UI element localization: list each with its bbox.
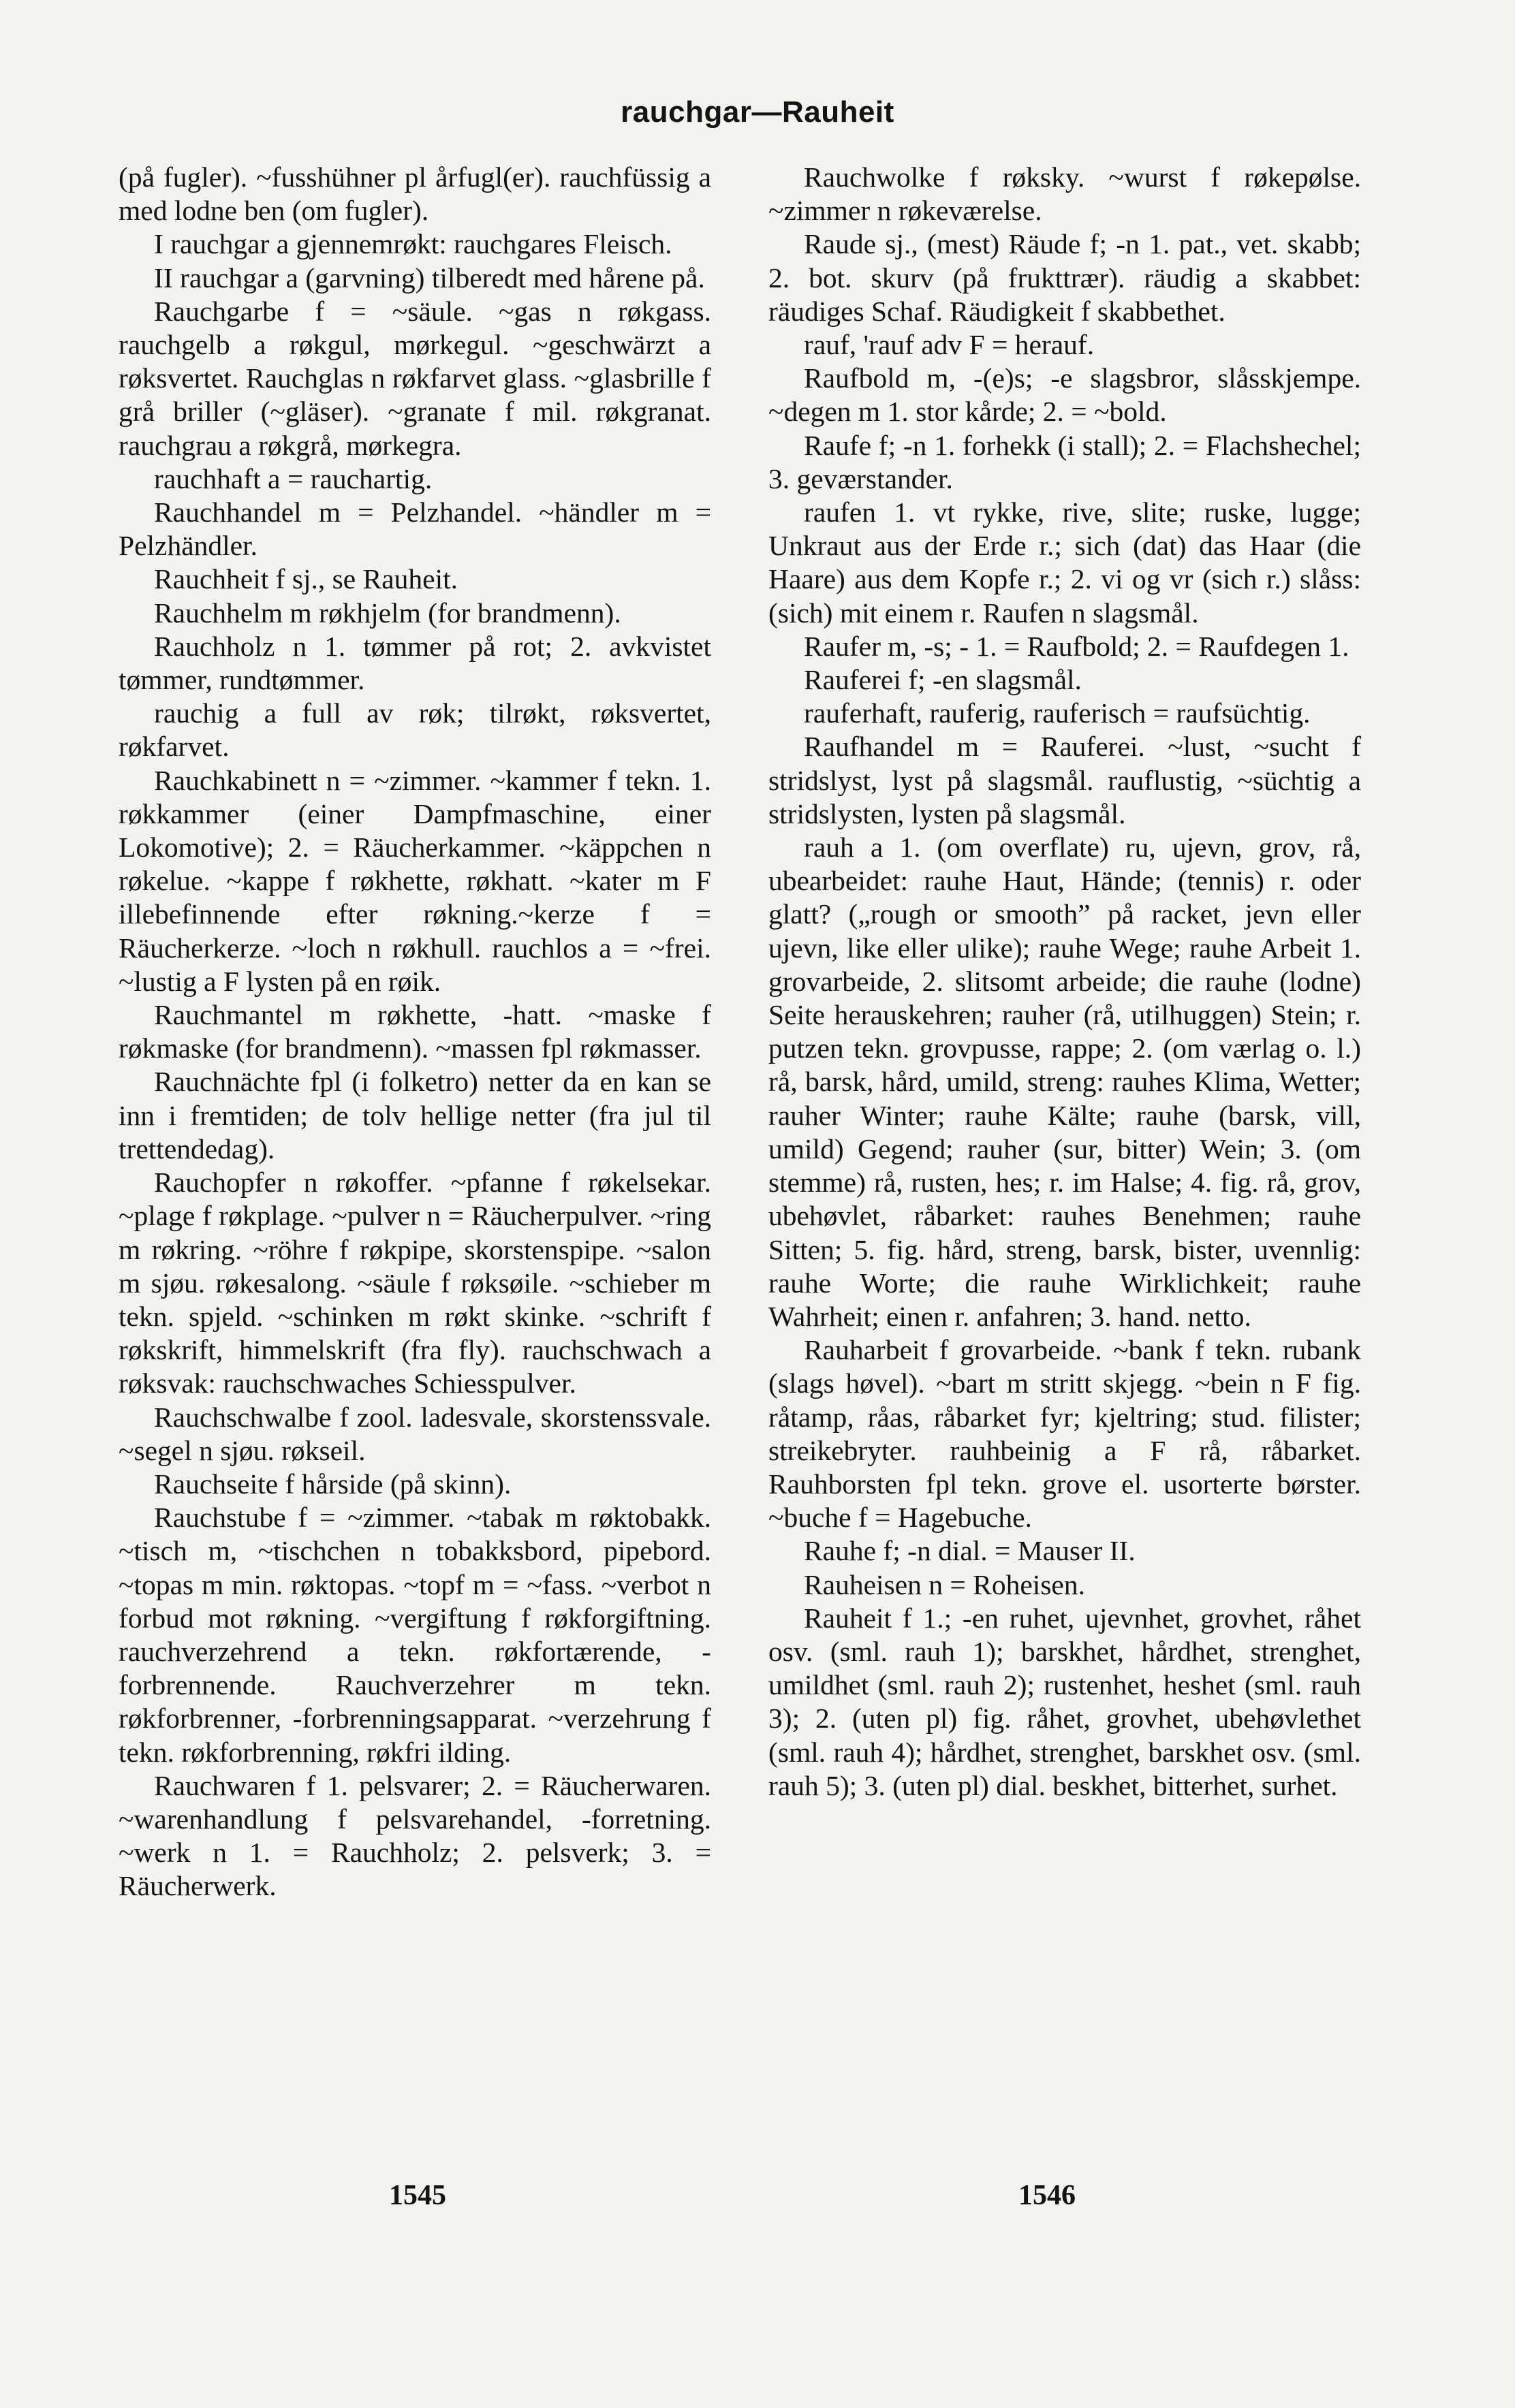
entry: Rauchschwalbe f zool. ladesvale, skorstenssvale. ~segel n sjøu. røkseil.	[119, 1401, 711, 1466]
entry: Raufbold m, -(e)s; -e slagsbror, slåsskjempe. ~degen m 1. stor kårde; 2. = ~bold.	[768, 362, 1361, 428]
entry: Rauferei f; -en slagsmål.	[804, 664, 1082, 696]
entry: Rauchkabinett n = ~zimmer. ~kammer f tekn. 1. røkkammer (einer Dampfmaschine, einer Lokomotive); 2. = Räucherkammer. ~käppchen n røkelue. ~kappe f røkhette, røkhatt. ~kater m F illebefinnende efter røkning.~kerze f = Räucherkerze. ~loch n røkhull. rauchlos a = ~frei. ~lustig a F lysten på en røik.	[119, 764, 711, 997]
entry: Rauchholz n 1. tømmer på rot; 2. avkvistet tømmer, rundtømmer.	[119, 630, 711, 696]
entry: rauchhaft a = rauchartig.	[154, 462, 433, 494]
entry: I rauchgar a gjennemrøkt: rauchgares Fleisch.	[154, 228, 672, 260]
entry: Raufer m, -s; - 1. = Raufbold; 2. = Raufdegen 1.	[804, 630, 1349, 662]
entry: rauferhaft, rauferig, rauferisch = raufsüchtig.	[804, 697, 1311, 729]
entry: rauf, 'rauf adv F = herauf.	[804, 329, 1095, 361]
entry: Raufhandel m = Rauferei. ~lust, ~sucht f stridslyst, lyst på slagsmål. rauflustig, ~süchtig a stridslysten, lysten på slagsmål.	[768, 731, 1361, 829]
entry: rauh a 1. (om overflate) ru, ujevn, grov, rå, ubearbeidet: rauhe Haut, Hände; (tennis) r. oder glatt? („rough or smooth” på racket, jevn eller ujevn, like eller ulike); rauhe Wege; rauhe Arbeit 1. grovarbeide, 2. slitsomt arbeide; die rauhe (lodne) Seite herauskehren; rauher (rå, utilhuggen) Stein; r. putzen tekn. grovpusse, rappe; 2. (om værlag o. l.) rå, barsk, hård, umild, streng: rauhes Klima, Wetter; rauher Winter; rauhe Kälte; rauhe (barsk, vill, umild) Gegend; rauher (sur, bitter) Wein; 3. (om stemme) rå, rusten, hes; r. im Halse; 4. fig. rå, grov, ubehøvlet, råbarket: rauhes Benehmen; rauhe Sitten; 5. fig. hård, streng, barsk, bister, uvennlig: rauhe Worte; die rauhe Wirklichkeit; rauhe Wahrheit; einen r. anfahren; 3. hand. netto.	[768, 831, 1361, 1332]
entry: Rauchopfer n røkoffer. ~pfanne f røkelsekar. ~plage f røkplage. ~pulver n = Räucherpulver. ~ring m røkring. ~röhre f røkpipe, skorstenspipe. ~salon m sjøu. røkesalong. ~säule f røksøile. ~schieber m tekn. spjeld. ~schinken m røkt skinke. ~schrift f røkskrift, himmelskrift (fra fly). rauchschwach a røksvak: rauchschwaches Schiesspulver.	[119, 1167, 711, 1399]
entry: Rauchheit f sj., se Rauheit.	[154, 563, 458, 595]
entry: II rauchgar a (garvning) tilberedt med hårene på.	[154, 262, 705, 294]
entry: rauchig a full av røk; tilrøkt, røksvertet, røkfarvet.	[119, 697, 711, 763]
right-column	[768, 161, 1361, 1803]
entry: Rauhe f; -n dial. = Mauser II.	[804, 1535, 1136, 1567]
entry: Rauchwolke f røksky. ~wurst f røkepølse. ~zimmer n røkeværelse.	[768, 161, 1361, 227]
entry: Rauchnächte fpl (i folketro) netter da en kan se inn i fremtiden; de tolv hellige netter (fra jul til trettendedag).	[119, 1066, 711, 1165]
entry: Rauheisen n = Roheisen.	[804, 1568, 1085, 1600]
entry: Rauchwaren f 1. pelsvarer; 2. = Räucherwaren. ~warenhandlung f pelsvarehandel, -forretning. ~werk n 1. = Rauchholz; 2. pelsverk; 3. = Räucherwerk.	[119, 1769, 711, 1902]
left-column	[119, 161, 711, 1903]
entry: Raufe f; -n 1. forhekk (i stall); 2. = Flachshechel; 3. geværstander.	[768, 429, 1361, 494]
entry: Rauheit f 1.; -en ruhet, ujevnhet, grovhet, råhet osv. (sml. rauh 1); barskhet, hårdhet, strenghet, umildhet (sml. rauh 2); rustenhet, heshet (sml. rauh 3); 2. (uten pl) fig. råhet, grovhet, ubehøvlethet (sml. rauh 4); hårdhet, strenghet, barskhet osv. (sml. rauh 5); 3. (uten pl) dial. beskhet, bitterhet, surhet.	[768, 1602, 1361, 1801]
entry: Rauchstube f = ~zimmer. ~tabak m røktobakk. ~tisch m, ~tischchen n tobakksbord, pipebord. ~topas m min. røktopas. ~topf m = ~fass. ~verbot n forbud mot røkning. ~vergiftung f røkforgiftning. rauchverzehrend a tekn. røkfortærende, -forbrennende. Rauchverzehrer m tekn. røkforbrenner, -forbrenningsapparat. ~verzehrung f tekn. røkforbrenning, røkfri ilding.	[119, 1502, 711, 1768]
entry: Rauchhandel m = Pelzhandel. ~händler m = Pelzhändler.	[119, 496, 711, 562]
entry: raufen 1. vt rykke, rive, slite; ruske, lugge; Unkraut aus der Erde r.; sich (dat) das Haar (die Haare) aus dem Kopfe r.; 2. vi og vr (sich r.) slåss: (sich) mit einem r. Raufen n slagsmål.	[768, 496, 1361, 629]
running-head: rauchgar—Rauheit	[621, 95, 894, 129]
entry: Rauharbeit f grovarbeide. ~bank f tekn. rubank (slags høvel). ~bart m stritt skjegg. ~bein n F fig. råtamp, råas, råbarket fyr; kjeltring; stud. filister; streikebryter. rauhbeinig a F rå, råbarket. Rauhborsten fpl tekn. grove el. usorterte børster. ~buche f = Hagebuche.	[768, 1334, 1361, 1534]
entry: Rauchhelm m røkhjelm (for brandmenn).	[154, 597, 621, 629]
page-number-right: 1546	[1018, 2180, 1076, 2211]
page-number-left: 1545	[389, 2180, 446, 2211]
entry: Rauchmantel m røkhette, -hatt. ~maske f røkmaske (for brandmenn). ~massen fpl røkmasser.	[119, 999, 711, 1064]
entry: Raude sj., (mest) Räude f; -n 1. pat., vet. skabb; 2. bot. skurv (på frukttrær). räudig a skabbet: räudiges Schaf. Räudigkeit f skabbethet.	[768, 228, 1361, 327]
entry: Rauchseite f hårside (på skinn).	[154, 1468, 512, 1500]
entry: Rauchgarbe f = ~säule. ~gas n røkgass. rauchgelb a røkgul, mørkegul. ~geschwärzt a røksvertet. Rauchglas n røkfarvet glass. ~glasbrille f grå briller (~gläser). ~granate f mil. røkgranat. rauchgrau a røkgrå, mørkegra.	[119, 295, 711, 461]
entry: (på fugler). ~fusshühner pl årfugl(er). rauchfüssig a med lodne ben (om fugler).	[119, 161, 711, 227]
